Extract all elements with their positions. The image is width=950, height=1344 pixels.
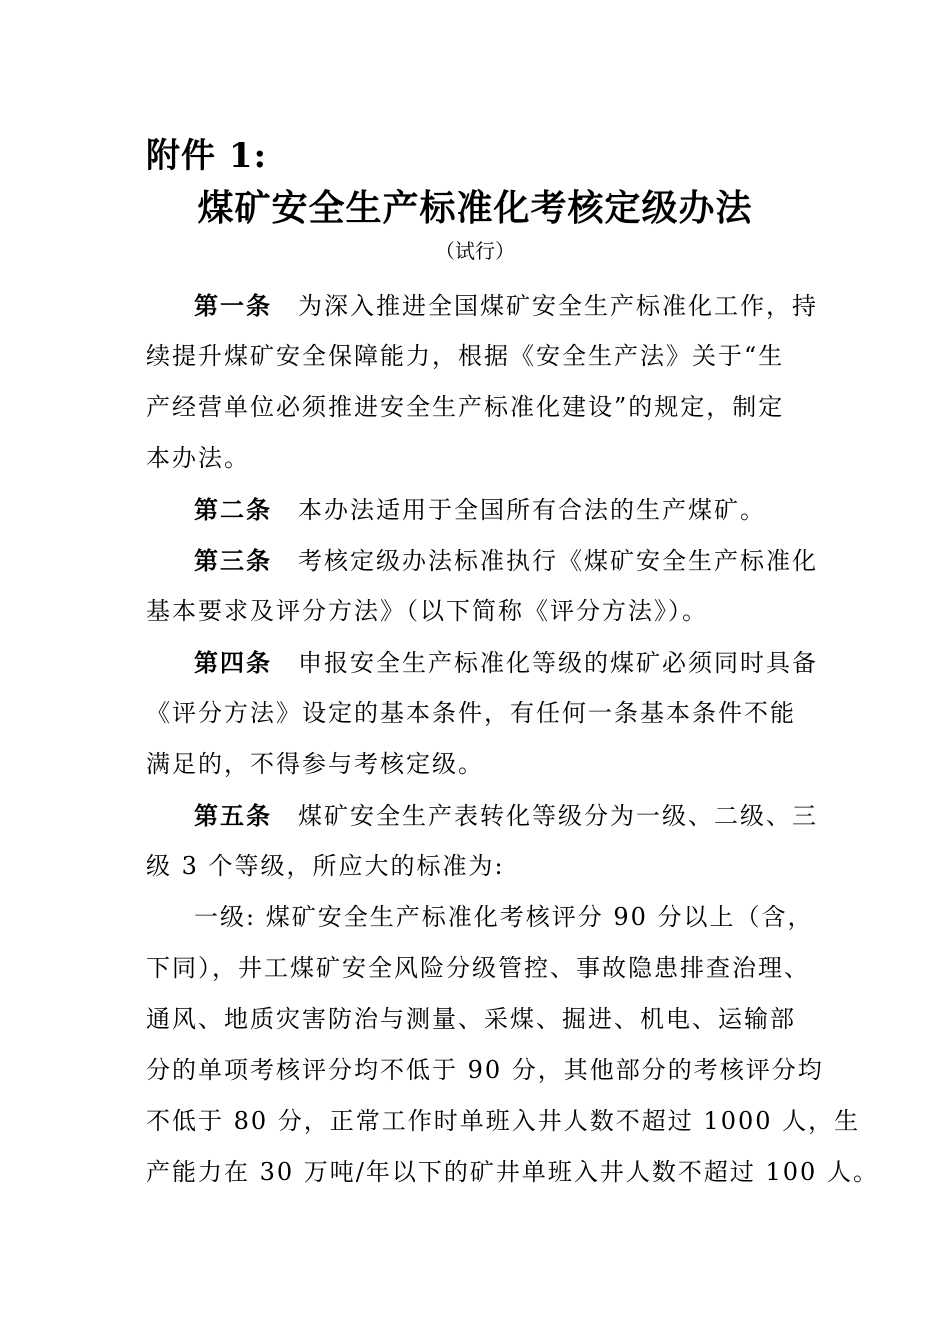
article-3-text: 考核定级办法标准执行《煤矿安全生产标准化 [298,547,818,575]
document-body [146,280,879,1198]
article-1-line-3: 产经营单位必须推进安全生产标准化建设”的规定，制定 [146,393,785,421]
article-3-line-1 [146,535,826,586]
article-5-number: 第五条 [194,801,272,830]
article-4-number: 第四条 [194,648,272,677]
level-one-line-5: 不低于 80 分，正常工作时单班入井人数不超过 1000 人，生 [146,1107,861,1135]
article-2-number: 第二条 [194,495,272,524]
article-3-line-2: 基本要求及评分方法》（以下简称《评分方法》）。 [146,597,708,625]
level-one-line-6: 产能力在 30 万吨/年以下的矿井单班入井人数不超过 100 人。 [146,1158,879,1186]
level-one-line-3: 通风、地质灾害防治与测量、采煤、掘进、机电、运输部 [146,1005,796,1033]
article-1-line-2: 续提升煤矿安全保障能力，根据《安全生产法》关于“生 [146,342,785,370]
article-2-line-1 [146,484,826,535]
document-subtitle: （试行） [435,239,515,263]
article-4-line-2: 《评分方法》设定的基本条件，有任何一条基本条件不能 [146,699,796,727]
level-one-line-1: 一级: 煤矿安全生产标准化考核评分 90 分以上（含， [194,903,814,931]
article-1-text: 为深入推进全国煤矿安全生产标准化工作，持 [298,292,818,320]
article-4-line-1 [146,637,826,688]
article-5-line-1 [146,790,826,841]
article-4-line-3: 满足的，不得参与考核定级。 [146,750,484,778]
article-5-text: 煤矿安全生产表转化等级分为一级、二级、三 [298,802,818,830]
article-1-line-4: 本办法。 [146,444,250,472]
level-one-line-2: 下同），井工煤矿安全风险分级管控、事故隐患排查治理、 [146,954,810,982]
level-one-line-4: 分的单项考核评分均不低于 90 分，其他部分的考核评分均 [146,1056,824,1084]
article-4-text: 申报安全生产标准化等级的煤矿必须同时具备 [298,649,818,677]
document-title: 煤矿安全生产标准化考核定级办法 [197,187,753,229]
article-1-number: 第一条 [194,291,272,320]
article-3-number: 第三条 [194,546,272,575]
article-2-text: 本办法适用于全国所有合法的生产煤矿。 [298,496,766,524]
article-5-line-2: 级 3 个等级，所应大的标准为: [146,852,505,880]
attachment-label: 附件 1: [146,136,268,176]
article-1-line-1 [146,280,826,331]
